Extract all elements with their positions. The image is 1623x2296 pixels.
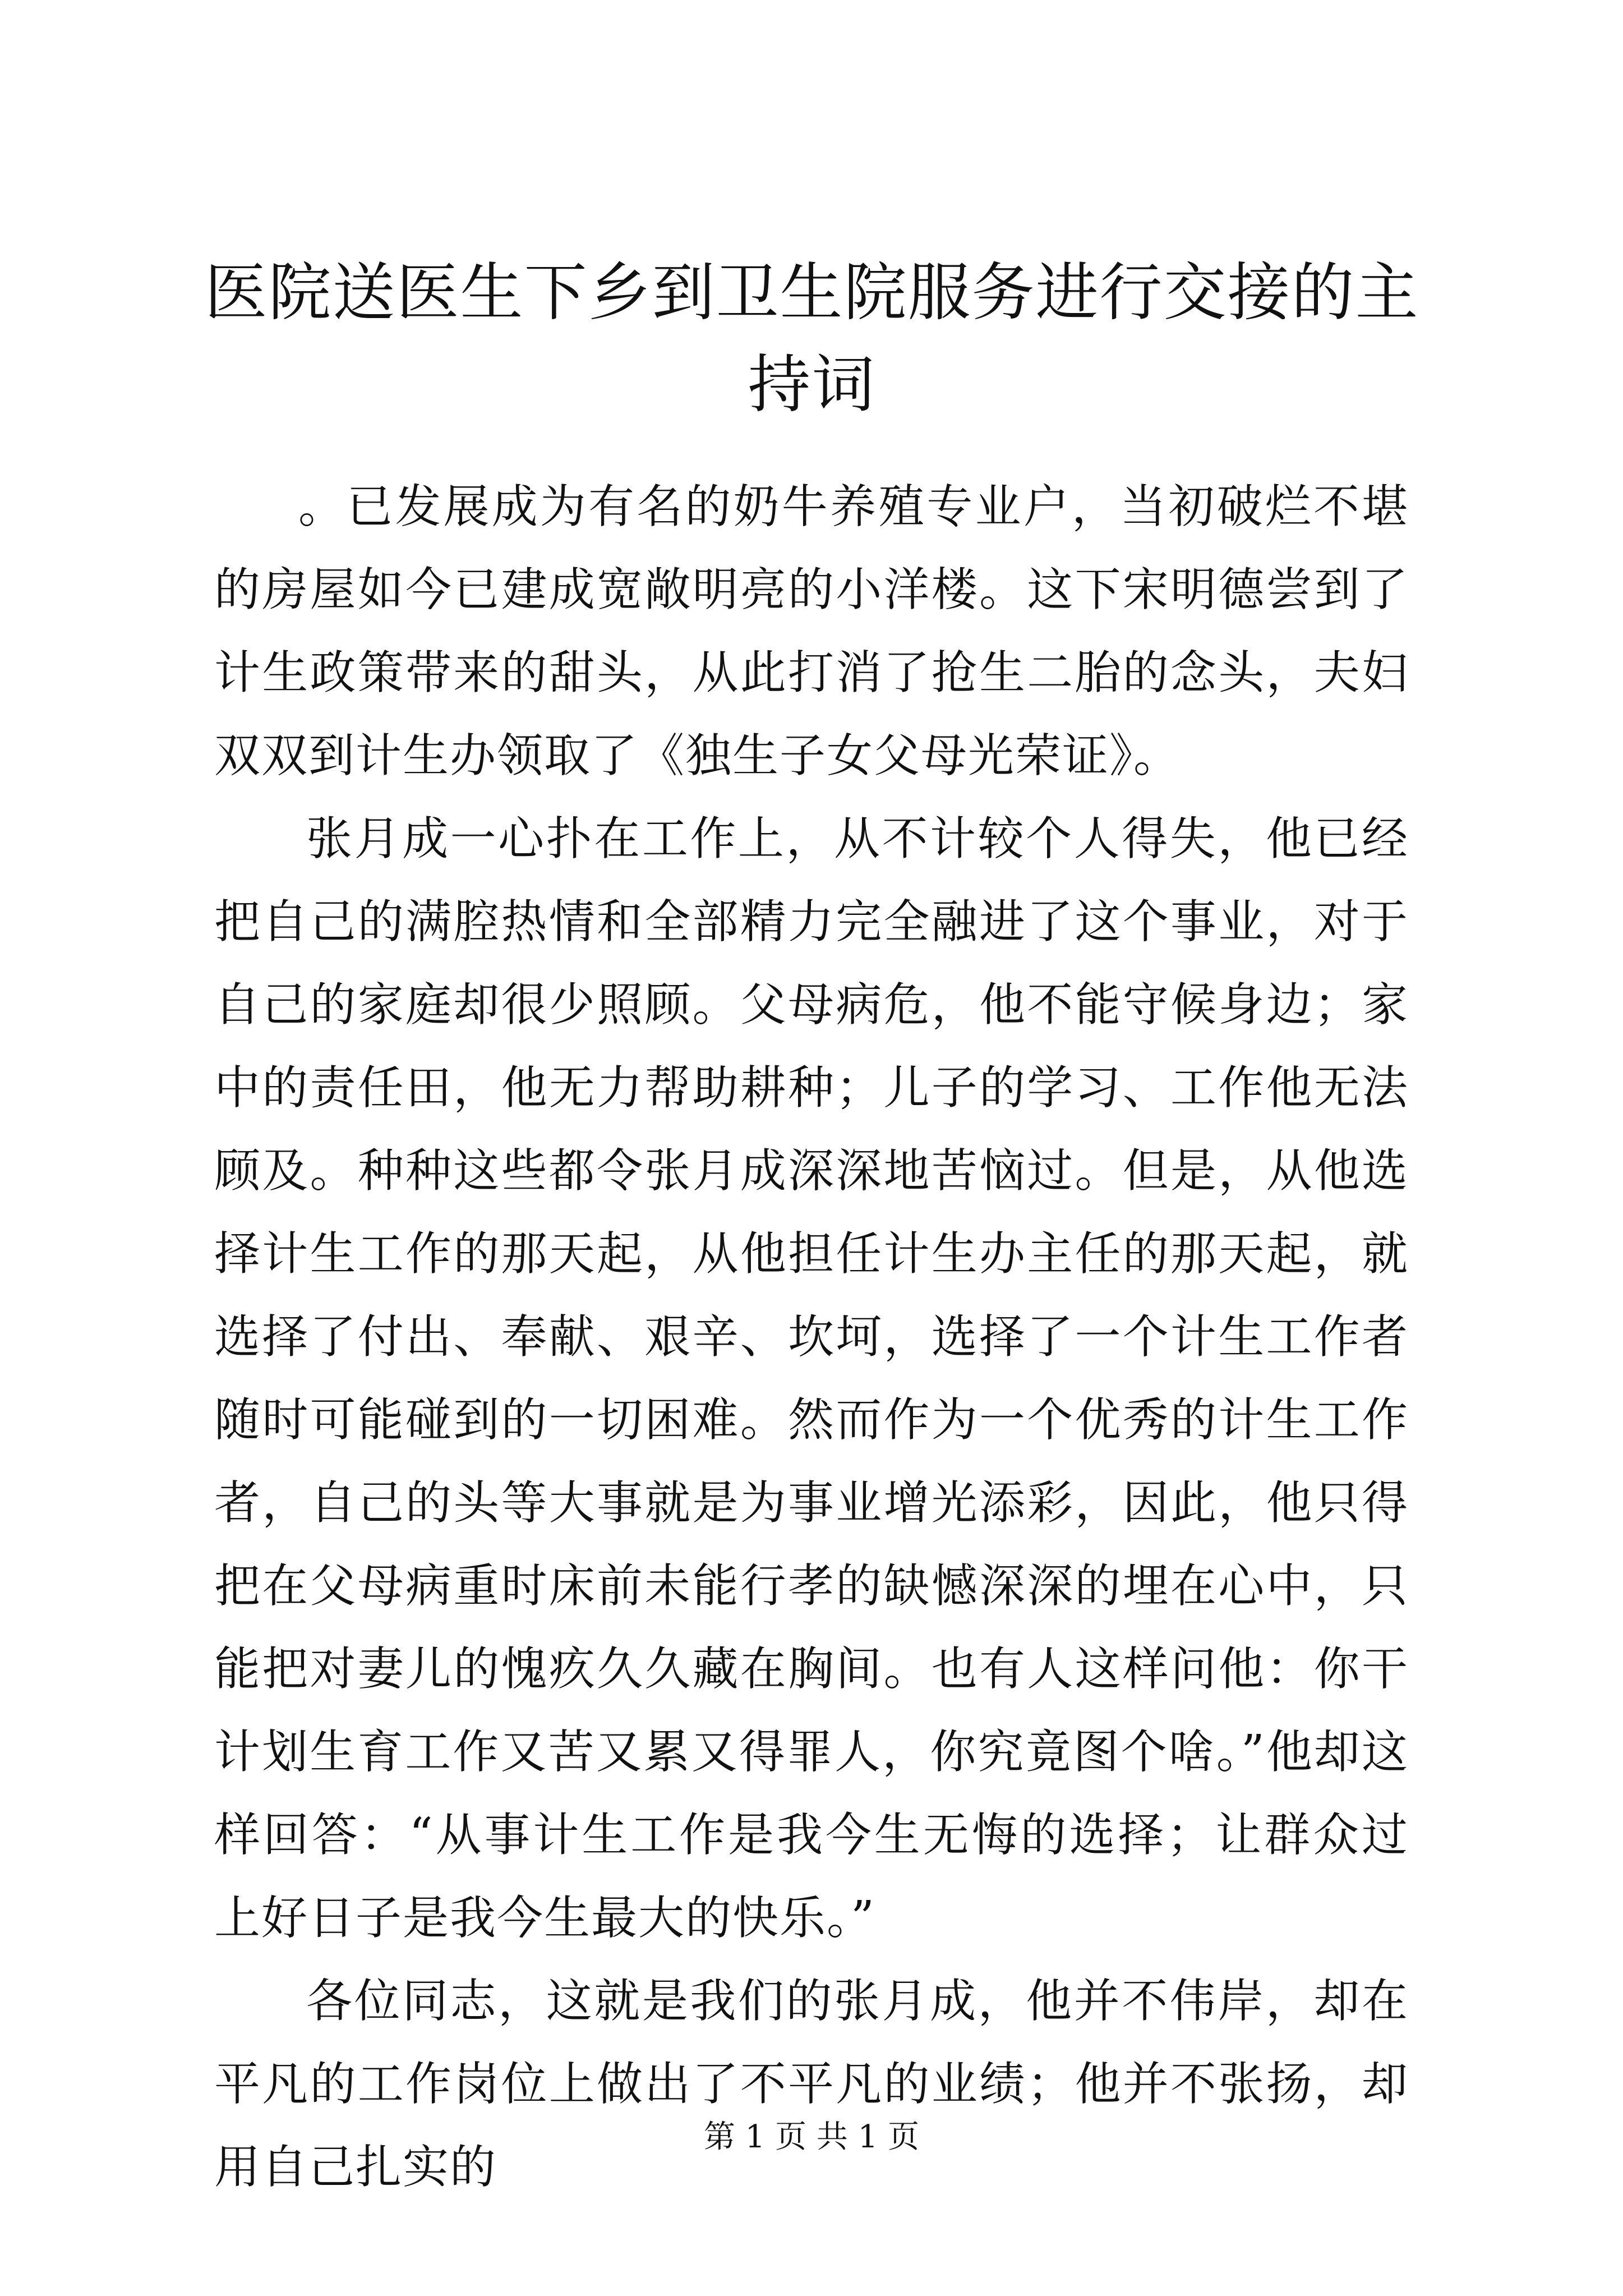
paragraph-2: 张月成一心扑在工作上，从不计较个人得失，他已经把自己的满腔热情和全部精力完全融进了这个事业，对于自己的家庭却很少照顾。父母病危，他不能守候身边；家中的责任田，他无力帮助耕种；儿子的学习、工作他无法顾及。种种这些都令张月成深深地苦恼过。但是，从他选择计生工作的那天起，从他担任计生办主任的那天起，就选择了付出、奉献、艰辛、坎坷，选择了一个计生工作者随时可能碰到的一切困难。然而作为一个优秀的计生工作者，自己的头等大事就是为事业增光添彩，因此，他只得把在父母病重时床前未能行孝的缺憾深深的埋在心中，只能把对妻儿的愧疚久久藏在胸间。也有人这样问他：你干计划生育工作又苦又累又得罪人，你究竟图个啥。”他却这样回答：“从事计生工作是我今生无悔的选择；让群众过上好日子是我今生最大的快乐。” (214, 812, 1409, 1945)
document-body (214, 466, 1409, 2209)
paragraph-3: 各位同志，这就是我们的张月成，他并不伟岸，却在平凡的工作岗位上做出了不平凡的业绩；他并不张扬，却用自己扎实的 (214, 1975, 1409, 2194)
paragraph-1: 。已发展成为有名的奶牛养殖专业户，当初破烂不堪的房屋如今已建成宽敞明亮的小洋楼。这下宋明德尝到了计生政策带来的甜头，从此打消了抢生二胎的念头，夫妇双双到计生办领取了《独生子女父母光荣证》。 (214, 480, 1409, 783)
document-title: 医院送医生下乡到卫生院服务进行交接的主持词 (204, 256, 1419, 421)
page-number-footer: 第 1 页 共 1 页 (703, 2119, 920, 2155)
